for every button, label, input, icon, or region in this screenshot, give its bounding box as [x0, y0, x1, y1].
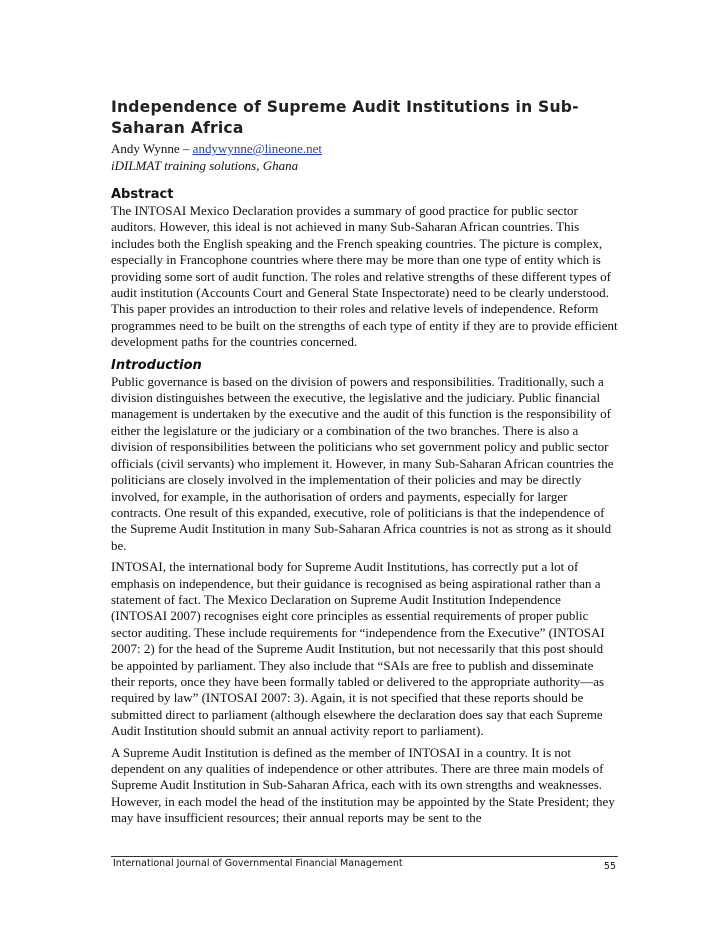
intro-paragraph-1: Public governance is based on the division of powers and responsibilities. Traditionally, such a division distinguishes between the executive, the legislative and the judiciary. Public financial management is undertaken by the executive and the audit of this function is the responsibility of either the legislature or the judiciary or a combination of the two branches. There is also a division of responsibilities between the politicians who set government policy and public sector officials (civil servants) who implement it. However, in many Sub-Saharan African countries the politicians are closely involved in the implementation of their policies and may be directly involved, for example, in the authorisation of orders and payments, especially for larger contracts. One result of this expanded, executive, role of politicians is that the independence of the Supreme Audit Institution in many Sub-Saharan Africa countries is not as strong as it should be. — [111, 373, 614, 553]
introduction-heading: Introduction — [111, 357, 202, 373]
journal-name: International Journal of Governmental Financial Management — [113, 858, 403, 869]
page-number: 55 — [603, 861, 616, 872]
author-affiliation: iDILMAT training solutions, Ghana — [111, 157, 299, 173]
author-email-link[interactable]: andywynne@lineone.net — [192, 141, 322, 156]
footer-divider — [111, 856, 618, 857]
paper-title: Independence of Supreme Audit Institutions in Sub-Saharan Africa — [111, 98, 579, 137]
abstract-text: The INTOSAI Mexico Declaration provides a summary of good practice for public sector auditors. However, this ideal is not achieved in many Sub-Saharan African countries. This includes both the English speaking and the French speaking countries. The picture is complex, especially in Francophone countries where there may be more than one type of entity which is providing some sort of audit function. The roles and relative strengths of these different types of audit institution (Accounts Court and General State Inspectorate) need to be clearly understood. This paper provides an introduction to their roles and relative levels of independence. Reform programmes need to be built on the strengths of each type of entity if they are to provide efficient development paths for the countries concerned. — [111, 203, 618, 350]
intro-paragraph-3: A Supreme Audit Institution is defined as the member of INTOSAI in a country. It is not dependent on any qualities of independence or other attributes. There are three main models of Supreme Audit Institution in Sub-Saharan Africa, each with its own strengths and weaknesses. However, in each model the head of the institution may be appointed by the State President; they may have insufficient resources; their annual reports may be sent to the — [111, 744, 615, 826]
author-name: Andy Wynne – — [111, 141, 193, 156]
article-column — [111, 97, 618, 827]
intro-paragraph-2: INTOSAI, the international body for Supreme Audit Institutions, has correctly put a lot of emphasis on independence, but their guidance is recognised as being aspirational rather than a statement of fact. The Mexico Declaration on Supreme Audit Institution Independence (INTOSAI 2007) recognises eight core principles as essential requirements of proper public sector auditing. These include requirements for “independence from the Executive” (INTOSAI 2007: 2) for the head of the Supreme Audit Institution, but not necessarily that this post should be appointed by parliament. They also include that “SAIs are free to publish and disseminate their reports, once they have been formally tabled or delivered to the appropriate authority—as required by law” (INTOSAI 2007: 3). Again, it is not specified that these reports should be submitted direct to parliament (although elsewhere the declaration does say that each Supreme Audit Institution should submit an annual activity report to parliament). — [111, 559, 605, 739]
author-line — [111, 141, 618, 158]
abstract-heading: Abstract — [111, 187, 174, 202]
